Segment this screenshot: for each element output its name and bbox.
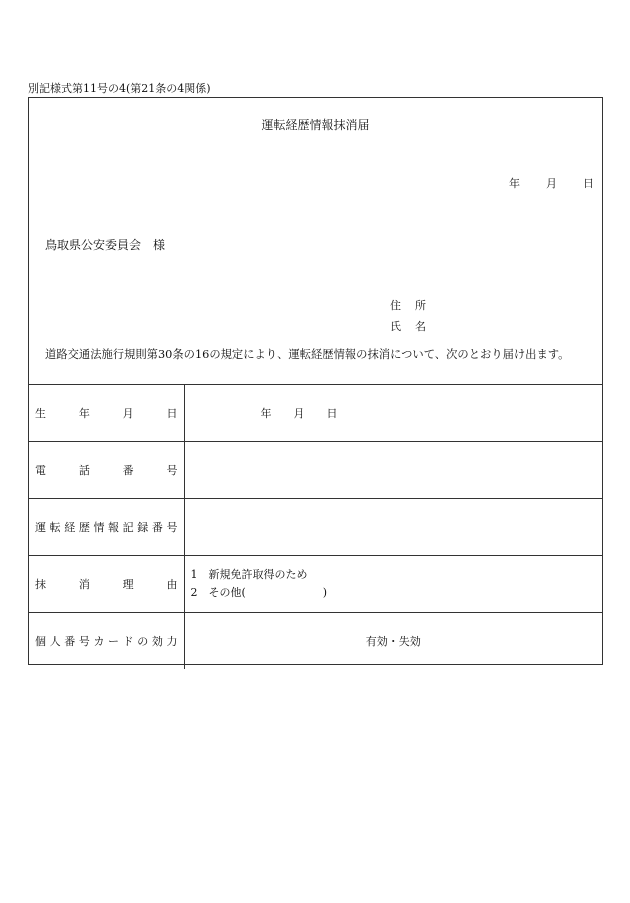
- form-table: [29, 385, 602, 669]
- date-month-label: 月: [546, 177, 557, 190]
- reason-field[interactable]: [184, 556, 602, 613]
- name-label: 氏 名: [390, 320, 426, 333]
- reason-option-new-license[interactable]: 1 新規免許取得のため: [190, 568, 308, 581]
- birth-date-field[interactable]: 年 月 日: [184, 385, 602, 442]
- phone-field[interactable]: [184, 442, 602, 499]
- form-number-label: 別記様式第11号の4(第21条の4関係): [28, 82, 211, 95]
- addressee: 鳥取県公安委員会 様: [45, 238, 166, 252]
- mynumber-card-effect-field[interactable]: 有効・失効: [184, 613, 602, 670]
- reason-option-other[interactable]: 2 その他( ): [190, 586, 328, 599]
- birth-date-label: 生 年 月 日: [29, 385, 184, 442]
- date-line: [483, 175, 594, 191]
- table-row: [29, 442, 602, 499]
- form-sheet: [28, 97, 603, 665]
- table-row: [29, 613, 602, 670]
- record-number-field[interactable]: [184, 499, 602, 556]
- record-number-label: 運 転 経 歴 情 報 記 録 番 号: [29, 499, 184, 556]
- date-year-label: 年: [509, 177, 520, 190]
- date-day-label: 日: [583, 177, 594, 190]
- statement-text: 道路交通法施行規則第30条の16の規定により、運転経歴情報の抹消について、次のとおり届け出ます。: [45, 348, 570, 361]
- form-header: [29, 98, 602, 385]
- reason-label: 抹 消 理 由: [29, 556, 184, 613]
- phone-label: 電 話 番 号: [29, 442, 184, 499]
- address-label: 住 所: [390, 299, 426, 312]
- table-row: [29, 499, 602, 556]
- form-title: 運転経歴情報抹消届: [261, 118, 370, 132]
- table-row: [29, 556, 602, 613]
- table-row: [29, 385, 602, 442]
- mynumber-card-label: 個 人 番 号 カ ー ド の 効 力: [29, 613, 184, 670]
